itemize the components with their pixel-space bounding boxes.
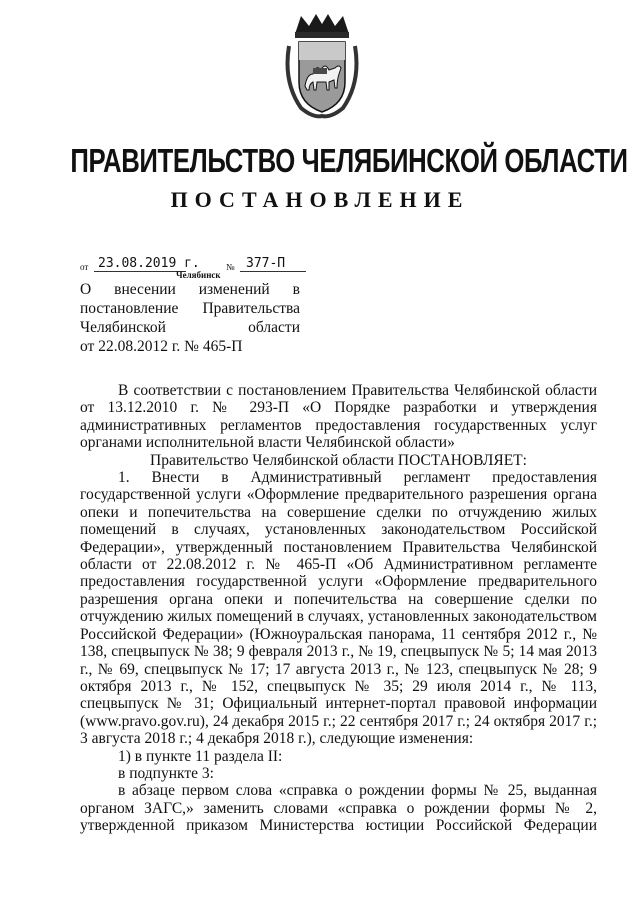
number-underline [240,271,306,272]
number-label: № [226,262,235,272]
subitem-paragraph: 1) в пункте 11 раздела II: [118,747,283,765]
registration-number: 377-П [246,256,286,271]
resolution-paragraph: Правительство Челябинской области ПОСТАНОВЛЯЕТ: [150,451,527,469]
date-label: от [80,262,89,272]
preamble-paragraph: В соответствии с постановлением Правительства Челябинской области от 13.12.2010 г. № 293-П «О Порядке разработки и утверждения административных регламентов предоставления государственных услуг органами исполнительной власти Челябинской области» [80,382,597,452]
city-label: Челябинск [176,270,221,280]
item-1-paragraph: 1. Внести в Административный регламент предоставления государственной услуги «Оформление предварительного разрешения органа опеки и попечительства на совершение сделки по отчуждению жилых помещений в случаях, установленных законодательством Российской Федерации», утвержденный постановлением Правительства Челябинской области от 22.08.2012 г. № 465-П «Об Административном регламенте предоставления государственной услуги «Оформление предварительного разрешения органа опеки и попечительства на совершение сделки по отчуждению жилых помещений в случаях, установленных законодательством Российской Федерации» (Южноуральская панорама, 11 сентября 2012 г., № 138, спецвыпуск № 38; 9 февраля 2013 г., № 19, спецвыпуск № 5; 14 мая 2013 г., № 69, спецвыпуск № 17; 17 августа 2013 г., № 123, спецвыпуск № 28; 9 октября 2013 г., № 152, спецвыпуск № 35; 29 июля 2014 г., № 113, спецвыпуск № 31; Официальный интернет-портал правовой информации (www.pravo.gov.ru), 24 декабря 2015 г.; 22 сентября 2017 г.; 24 октября 2017 г.; 3 августа 2018 г.; 4 декабря 2018 г.), следующие изменения: [80,469,597,748]
subject-line: постановление Правительства [80,300,300,317]
coat-of-arms-emblem [283,12,361,120]
amendment-paragraph: в абзаце первом слова «справка о рождении формы № 25, выданная органом ЗАГС,» заменить словами «справка о рождении формы № 2, утвержденной приказом Министерства юстиции Российской Федерации [80,782,597,835]
subject-line: от 22.08.2012 г. № 465-П [80,338,243,355]
registration-date: 23.08.2019 г. [98,256,200,271]
document-type-title: ПОСТАНОВЛЕНИЕ [170,187,470,212]
date-underline [94,271,186,272]
government-title: ПРАВИТЕЛЬСТВО ЧЕЛЯБИНСКОЙ ОБЛАСТИ [70,142,628,179]
subject-line: О внесении изменений в [80,281,300,298]
subitem-paragraph: в подпункте 3: [118,764,214,782]
document-body [80,382,597,835]
subject-line: Челябинской области [80,319,300,336]
subject-block [80,280,300,356]
